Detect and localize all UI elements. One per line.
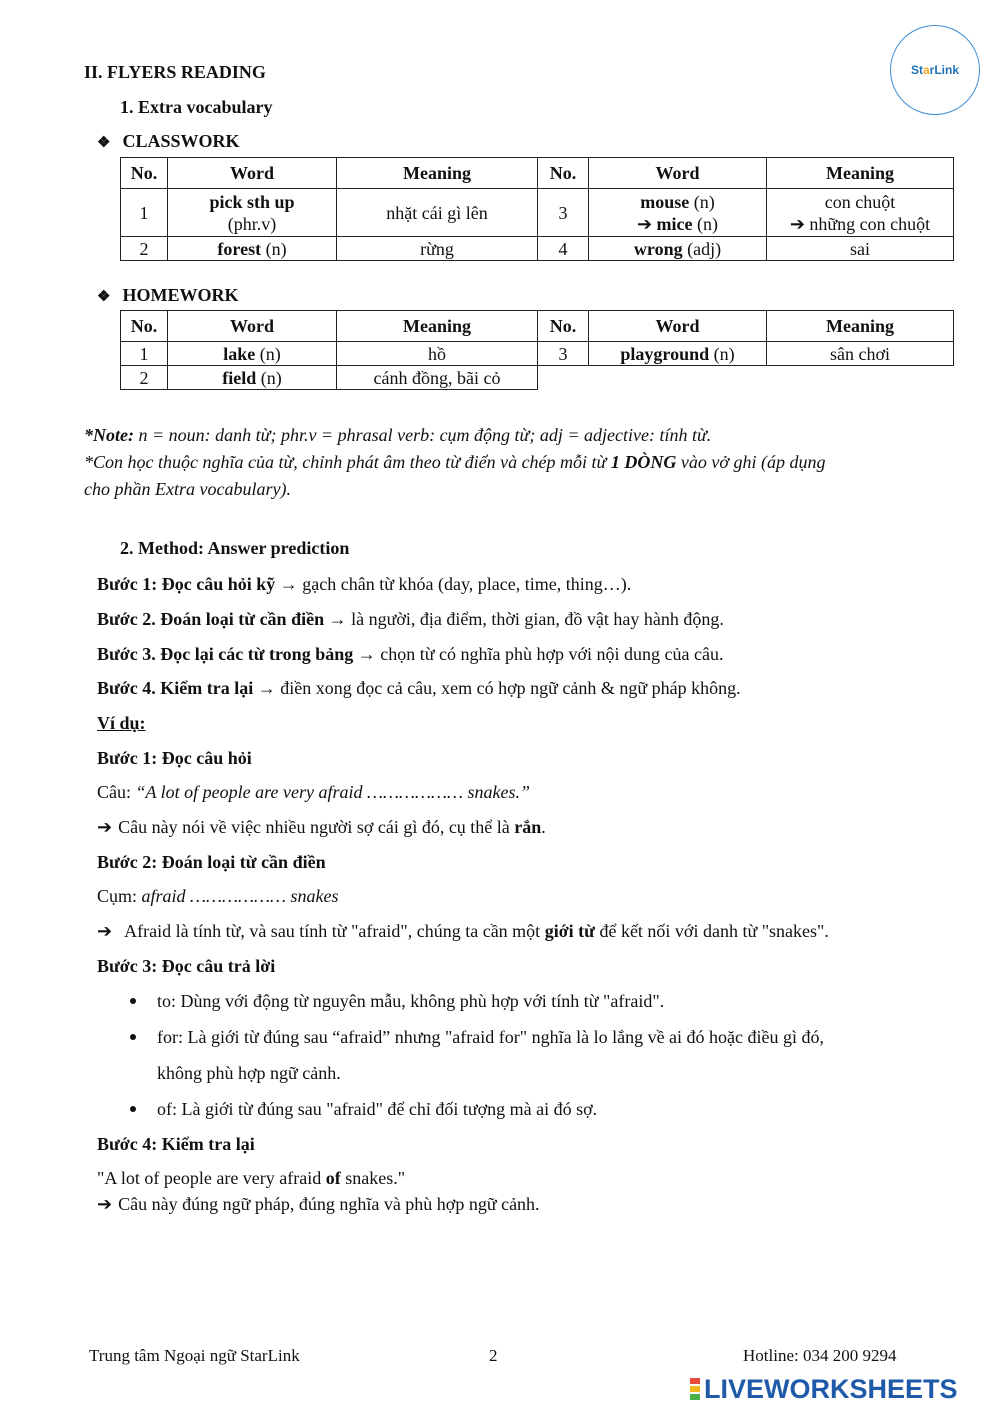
table-row: [121, 342, 954, 366]
cell-meaning: sân chơi: [767, 342, 954, 366]
cell-no: 1: [121, 342, 168, 366]
answer-option-for-continued: không phù hợp ngữ cảnh.: [157, 1063, 341, 1083]
answer-option-to: to: Dùng với động từ nguyên mẫu, không phù hợp với tính từ "afraid".: [157, 991, 665, 1011]
arrow-icon: ➔: [789, 213, 810, 234]
answer-option-of: of: Là giới từ đúng sau "afraid" để chỉ đối tượng mà ai đó sợ.: [157, 1099, 598, 1119]
header-meaning: Meaning: [337, 158, 538, 189]
example-arrow-1: ➔ Câu này nói về việc nhiều người sợ cái gì đó, cụ thể là rắn.: [97, 817, 546, 837]
cell-meaning: sai: [767, 237, 954, 261]
empty-cell: [589, 366, 767, 390]
note-line-1: *Note: n = noun: danh từ; phr.v = phrasal verb: cụm động từ; adj = adjective: tính từ.: [84, 425, 712, 445]
header-no: No.: [121, 311, 168, 342]
example-arrow-2: ➔ Afraid là tính từ, và sau tính từ "afraid", chúng ta cần một giới từ để kết nối với danh từ "snakes".: [97, 921, 829, 941]
example-step1-title: Bước 1: Đọc câu hỏi: [97, 748, 252, 768]
step-1: Bước 1: Đọc câu hỏi kỹ → gạch chân từ khóa (day, place, time, thing…).: [97, 574, 632, 594]
footer-hotline: Hotline: 034 200 9294: [743, 1346, 897, 1365]
cell-no: 2: [121, 366, 168, 390]
header-word: Word: [589, 311, 767, 342]
arrow-icon: ➔: [97, 817, 113, 837]
cell-word: wrong (adj): [589, 237, 767, 261]
answer-option-for: for: Là giới từ đúng sau “afraid” nhưng "afraid for" nghĩa là lo lắng về ai đó hoặc điều gì đó,: [157, 1027, 825, 1047]
cell-no: 1: [121, 189, 168, 237]
table-header-row: [121, 158, 954, 189]
empty-cell: [538, 366, 589, 390]
extra-vocabulary-title: 1. Extra vocabulary: [120, 97, 273, 117]
cell-word: mouse (n) ➔ mice (n): [589, 189, 767, 237]
final-arrow: ➔ Câu này đúng ngữ pháp, đúng nghĩa và phù hợp ngữ cảnh.: [97, 1194, 540, 1214]
cell-word: lake (n): [168, 342, 337, 366]
liveworksheets-icon: [690, 1377, 700, 1401]
cell-no: 4: [538, 237, 589, 261]
example-step3-title: Bước 3: Đọc câu trả lời: [97, 956, 276, 976]
liveworksheets-watermark: LIVEWORKSHEETS: [690, 1374, 990, 1404]
header-word: Word: [168, 158, 337, 189]
classwork-table: [120, 157, 954, 261]
header-meaning: Meaning: [337, 311, 538, 342]
bullet-dot-icon: [130, 1106, 136, 1112]
example-title: Ví dụ:: [97, 713, 146, 733]
cell-word: pick sth up (phr.v): [168, 189, 337, 237]
header-word: Word: [589, 158, 767, 189]
example-question: Câu: “A lot of people are very afraid ……………… snakes.”: [97, 782, 530, 802]
header-meaning: Meaning: [767, 158, 954, 189]
table-header-row: [121, 311, 954, 342]
final-sentence: "A lot of people are very afraid of snakes.": [97, 1168, 406, 1188]
cell-meaning: rừng: [337, 237, 538, 261]
homework-heading: ❖ HOMEWORK: [97, 285, 239, 305]
cell-meaning: cánh đồng, bãi cỏ: [337, 366, 538, 390]
header-no: No.: [121, 158, 168, 189]
starlink-logo: [890, 25, 980, 115]
cell-no: 2: [121, 237, 168, 261]
cell-meaning: con chuột ➔ những con chuột: [767, 189, 954, 237]
bullet-dot-icon: [130, 998, 136, 1004]
table-row: [121, 366, 954, 390]
cell-no: 3: [538, 342, 589, 366]
note-line-2: *Con học thuộc nghĩa của từ, chỉnh phát âm theo từ điển và chép mỗi từ 1 DÒNG vào vở ghi (áp dụng: [84, 452, 826, 472]
table-row: [121, 237, 954, 261]
cell-no: 3: [538, 189, 589, 237]
cell-word: field (n): [168, 366, 337, 390]
arrow-icon: ➔: [97, 1194, 113, 1214]
cell-word: playground (n): [589, 342, 767, 366]
arrow-icon: ➔: [636, 213, 657, 234]
header-no: No.: [538, 311, 589, 342]
step-4: Bước 4. Kiểm tra lại → điền xong đọc cả câu, xem có hợp ngữ cảnh & ngữ pháp không.: [97, 678, 741, 698]
footer-page-number: 2: [489, 1346, 498, 1365]
cell-meaning: hồ: [337, 342, 538, 366]
diamond-bullet-icon: ❖: [97, 289, 111, 305]
header-word: Word: [168, 311, 337, 342]
step-2: Bước 2. Đoán loại từ cần điền → là người, địa điểm, thời gian, đồ vật hay hành động.: [97, 609, 724, 629]
diamond-bullet-icon: ❖: [97, 135, 111, 151]
note-line-3: cho phần Extra vocabulary).: [84, 479, 291, 499]
empty-cell: [767, 366, 954, 390]
header-meaning: Meaning: [767, 311, 954, 342]
cell-word: forest (n): [168, 237, 337, 261]
method-title: 2. Method: Answer prediction: [120, 538, 350, 558]
example-step2-title: Bước 2: Đoán loại từ cần điền: [97, 852, 326, 872]
classwork-heading: ❖ CLASSWORK: [97, 131, 240, 151]
cell-meaning: nhặt cái gì lên: [337, 189, 538, 237]
example-step4-title: Bước 4: Kiểm tra lại: [97, 1134, 255, 1154]
step-3: Bước 3. Đọc lại các từ trong bảng → chọn từ có nghĩa phù hợp với nội dung của câu.: [97, 644, 724, 664]
arrow-icon: ➔: [97, 921, 113, 941]
section-heading: II. FLYERS READING: [84, 62, 266, 82]
table-row: [121, 189, 954, 237]
homework-table: [120, 310, 954, 390]
example-phrase: Cụm: afraid ……………… snakes: [97, 886, 339, 906]
footer-center-name: Trung tâm Ngoại ngữ StarLink: [89, 1346, 300, 1365]
bullet-dot-icon: [130, 1034, 136, 1040]
header-no: No.: [538, 158, 589, 189]
logo-text: StarLink: [910, 63, 960, 77]
